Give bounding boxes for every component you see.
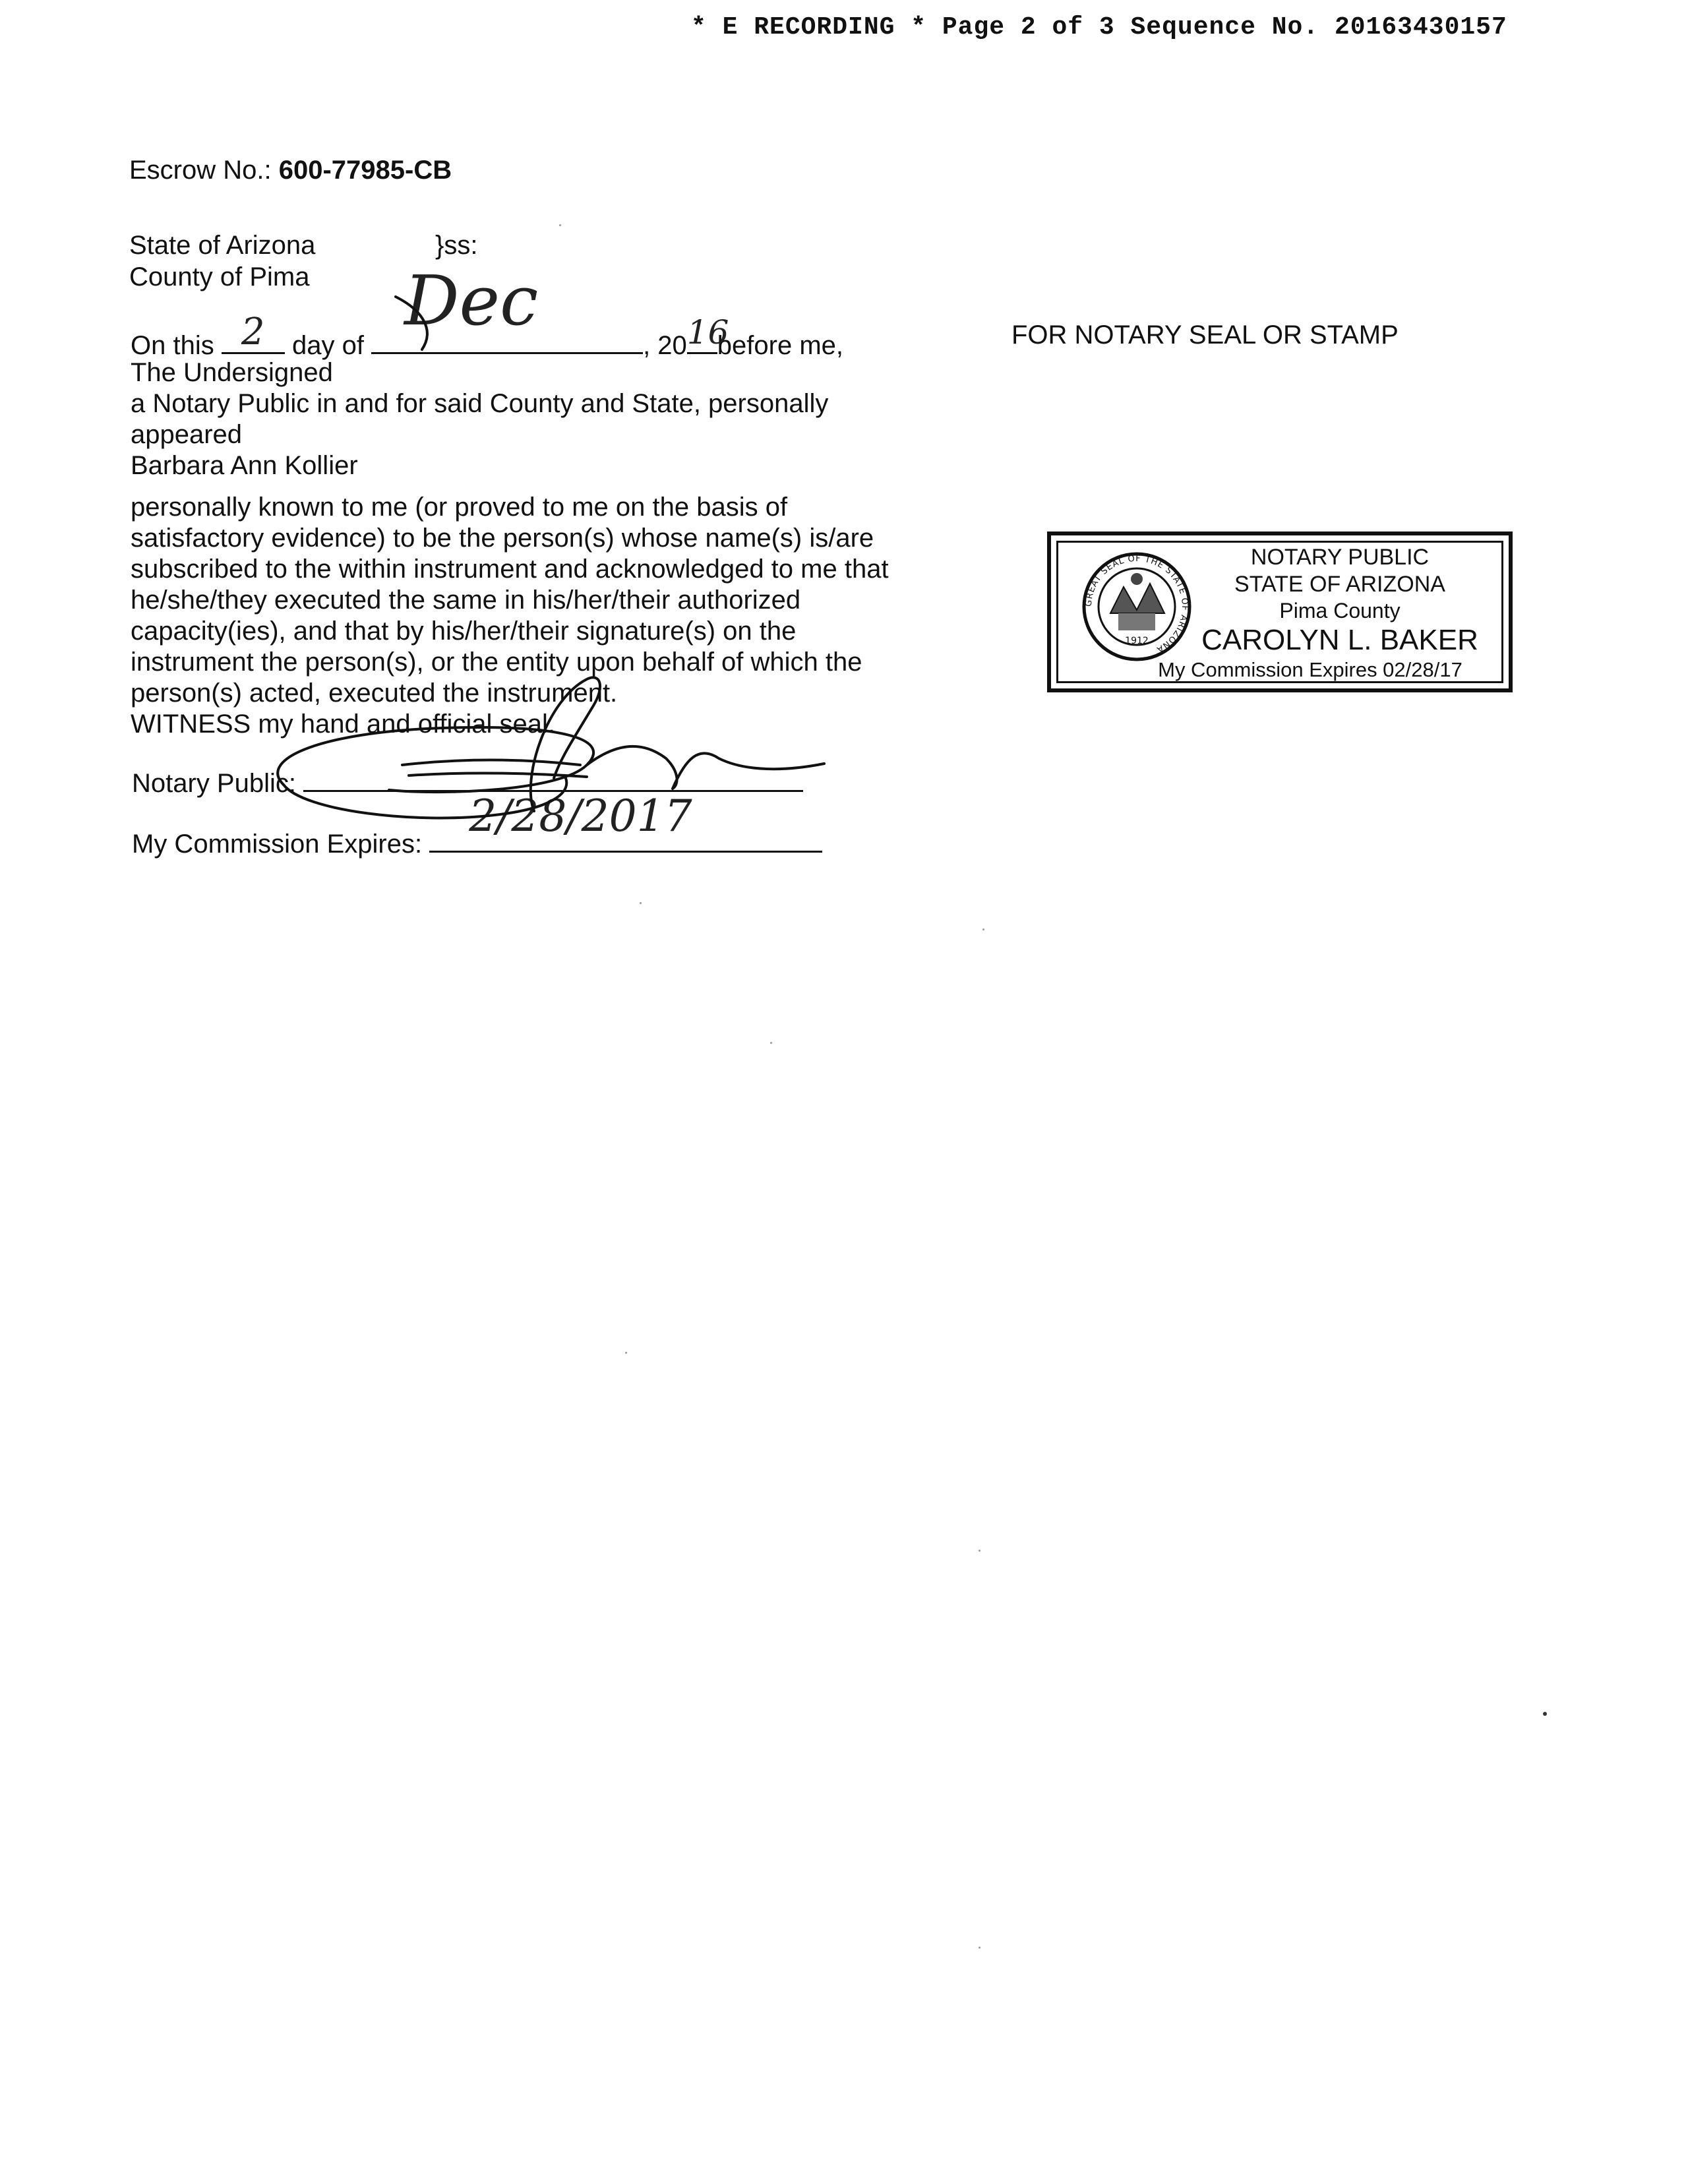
venue-county: County of Pima	[129, 262, 310, 291]
scan-speck	[559, 224, 561, 226]
day-handwritten: 2	[241, 311, 265, 353]
escrow-number: 600-77985-CB	[278, 156, 452, 185]
body-line: capacity(ies), and that by his/her/their signature(s) on the	[131, 617, 797, 646]
scan-speck	[625, 1352, 627, 1354]
scan-speck	[640, 902, 642, 904]
body-line: personally known to me (or proved to me on the basis of	[131, 493, 788, 522]
seal-year: 1912	[1125, 636, 1149, 646]
scan-speck	[1543, 1712, 1547, 1716]
on-this-label: On this	[131, 331, 214, 360]
notary-stamp	[1047, 531, 1513, 692]
venue-state: State of Arizona	[129, 231, 316, 260]
year-blank	[686, 313, 729, 354]
escrow-number-line	[129, 156, 452, 185]
body-line: subscribed to the within instrument and acknowledged to me that	[131, 555, 889, 584]
stamp-county: Pima County	[1279, 599, 1401, 622]
seal-ring-text: GREAT SEAL OF THE STATE OF ARIZONA	[1083, 553, 1190, 655]
scan-speck	[979, 1947, 980, 1949]
notary-seal-label: FOR NOTARY SEAL OR STAMP	[1011, 320, 1399, 349]
stamp-title: NOTARY PUBLIC	[1250, 545, 1430, 570]
escrow-label: Escrow No.:	[129, 156, 272, 185]
recording-header: * E RECORDING * Page 2 of 3 Sequence No. 20163430157	[691, 13, 1507, 42]
signer-name: Barbara Ann Kollier	[131, 451, 358, 480]
witness-line: WITNESS my hand and official seal.	[131, 710, 555, 739]
body-line: instrument the person(s), or the entity upon behalf of which the	[131, 648, 862, 677]
appeared-label: appeared	[131, 420, 243, 449]
day-of-label: day of	[291, 331, 364, 360]
body-line: satisfactory evidence) to be the person(s) whose name(s) is/are	[131, 524, 874, 553]
officer-name: The Undersigned	[131, 358, 333, 387]
before-me-label: before me,	[717, 331, 843, 360]
stamp-expiration: My Commission Expires 02/28/17	[1158, 658, 1462, 681]
scan-speck	[979, 1550, 980, 1552]
notary-statement-line: a Notary Public in and for said County and State, personally	[131, 389, 829, 418]
body-line: he/she/they executed the same in his/her/their authorized	[131, 586, 801, 615]
scan-speck	[982, 928, 984, 930]
month-handwritten: Dec	[404, 260, 539, 341]
stamp-notary-name: CAROLYN L. BAKER	[1201, 624, 1478, 656]
notary-public-label: Notary Public:	[132, 769, 296, 798]
stamp-state: STATE OF ARIZONA	[1234, 572, 1445, 597]
venue-ss: }ss:	[435, 231, 478, 260]
notary-signature	[244, 659, 877, 870]
day-blank	[222, 311, 285, 354]
year-prefix: , 20	[643, 331, 687, 360]
scan-speck	[770, 1042, 772, 1044]
month-underline-stroke	[382, 260, 580, 363]
commission-handwritten: 2/28/2017	[469, 791, 692, 841]
commission-label: My Commission Expires:	[132, 830, 423, 859]
year-handwritten: 16	[686, 313, 729, 351]
body-line: person(s) acted, executed the instrument.	[131, 679, 618, 708]
